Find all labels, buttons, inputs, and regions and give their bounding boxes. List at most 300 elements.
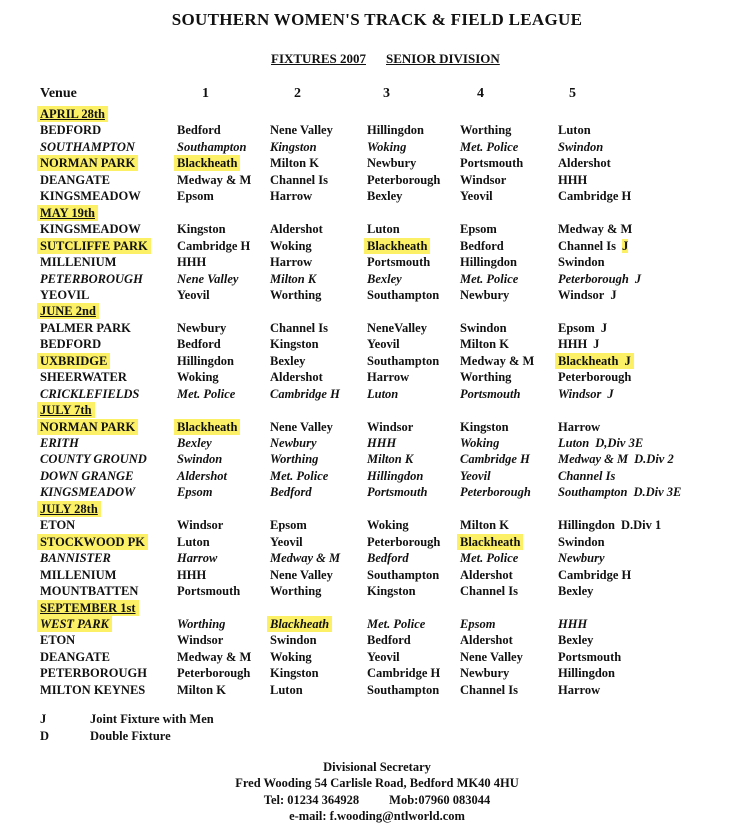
team-name: Southampton <box>367 287 440 302</box>
team-cell <box>460 172 506 188</box>
team-name: Kingston <box>177 222 226 237</box>
fixture-row <box>0 122 754 138</box>
team-name: Southampton <box>177 139 247 154</box>
team-cell <box>270 221 323 237</box>
team-name: Kingston <box>270 139 317 154</box>
team-cell <box>367 649 400 665</box>
team-name: Swindon <box>558 534 605 549</box>
team-cell <box>558 616 587 632</box>
team-name: Milton K <box>460 518 509 533</box>
team-name: Cambridge H <box>270 386 340 401</box>
team-name: Aldershot <box>270 370 323 385</box>
venue-name: MILLENIUM <box>40 255 117 270</box>
team-name: Medway & M <box>177 172 252 187</box>
team-cell <box>177 682 226 698</box>
team-name: Luton <box>367 222 400 237</box>
venue-name: YEOVIL <box>40 287 90 302</box>
venue-name: BEDFORD <box>40 123 102 138</box>
fixture-row <box>0 336 754 352</box>
team-cell <box>270 271 316 287</box>
fixture-row <box>0 238 754 254</box>
date-label: SEPTEMBER 1st <box>37 600 139 616</box>
team-name: Channel Is <box>460 584 519 599</box>
team-cell <box>270 567 333 583</box>
team-name: Harrow <box>558 419 601 434</box>
team-cell <box>367 221 400 237</box>
team-name: Woking <box>367 518 409 533</box>
fixture-mark: D.Div 1 <box>620 518 662 533</box>
team-name: Worthing <box>460 123 512 138</box>
team-name: Portsmouth <box>558 649 622 664</box>
fixture-row <box>0 682 754 698</box>
venue-name: BEDFORD <box>40 337 102 352</box>
team-cell <box>558 534 605 550</box>
team-cell <box>367 122 424 138</box>
team-cell <box>177 238 250 254</box>
fixture-row <box>0 386 754 402</box>
team-cell <box>367 583 416 599</box>
team-name: Blackheath <box>558 353 619 368</box>
team-cell <box>558 336 599 352</box>
team-name: Peterborough <box>367 534 441 549</box>
team-name: Nene Valley <box>270 419 333 434</box>
team-cell <box>177 336 221 352</box>
team-name: Newbury <box>270 436 317 450</box>
team-name: Woking <box>270 238 312 253</box>
header-col-3: 3 <box>383 86 390 101</box>
team-cell <box>177 534 210 550</box>
team-cell <box>177 271 238 287</box>
team-name: Worthing <box>270 584 322 599</box>
team-name: Yeovil <box>460 468 491 483</box>
team-cell <box>177 221 226 237</box>
team-cell <box>270 419 333 435</box>
team-name: Channel Is <box>558 238 617 253</box>
venue-name: WEST PARK <box>37 616 112 632</box>
date-row <box>0 303 754 319</box>
team-name: Windsor <box>558 386 602 401</box>
team-cell <box>460 550 518 566</box>
team-name: Newbury <box>460 287 510 302</box>
team-cell <box>367 567 439 583</box>
team-name: Milton K <box>460 337 509 352</box>
team-cell <box>270 353 305 369</box>
team-cell <box>558 386 614 402</box>
team-cell <box>270 468 328 484</box>
date-label: APRIL 28th <box>37 106 108 122</box>
fixture-row <box>0 649 754 665</box>
team-cell <box>270 238 312 254</box>
fixture-mark: D.Div 3E <box>633 485 682 500</box>
team-name: Windsor <box>177 633 224 648</box>
team-name: Met. Police <box>177 386 236 401</box>
team-name: Nene Valley <box>460 649 523 664</box>
date-label: JUNE 2nd <box>37 303 99 319</box>
team-cell <box>270 188 312 204</box>
team-cell <box>270 435 317 451</box>
team-name: Bexley <box>558 633 594 648</box>
fixture-row <box>0 632 754 648</box>
fixture-row <box>0 451 754 467</box>
team-cell <box>270 632 317 648</box>
team-cell <box>367 386 398 402</box>
team-cell <box>367 172 440 188</box>
team-name: Milton K <box>270 156 319 171</box>
team-name: Newbury <box>460 666 510 681</box>
team-cell <box>270 583 321 599</box>
team-cell <box>555 353 634 369</box>
team-cell <box>367 254 430 270</box>
team-cell <box>270 172 328 188</box>
team-name: Harrow <box>270 255 313 270</box>
fixture-row <box>0 139 754 155</box>
team-name: Hillingdon <box>558 666 615 681</box>
team-cell <box>177 254 206 270</box>
team-name: Aldershot <box>558 156 611 171</box>
team-name: Bedford <box>460 238 504 253</box>
team-name: Yeovil <box>177 287 210 302</box>
venue-name: COUNTY GROUND <box>40 452 147 467</box>
team-name: Harrow <box>367 370 410 385</box>
fixture-row <box>0 419 754 435</box>
venue-name: MILTON KEYNES <box>40 682 146 697</box>
team-name: Hillingdon <box>367 123 424 138</box>
team-cell <box>270 254 312 270</box>
team-cell <box>177 287 210 303</box>
team-name: Swindon <box>558 255 605 270</box>
header-col-4: 4 <box>477 86 484 101</box>
team-name: NeneValley <box>367 320 427 335</box>
team-cell <box>457 534 523 550</box>
team-cell <box>367 632 411 648</box>
team-cell <box>177 665 250 681</box>
fixture-mark: J <box>607 386 614 401</box>
fixture-row <box>0 665 754 681</box>
team-name: Woking <box>460 436 500 450</box>
team-cell <box>177 632 223 648</box>
footer-phones <box>0 793 754 808</box>
team-cell <box>177 616 225 632</box>
fixture-row <box>0 188 754 204</box>
team-name: Bexley <box>367 271 402 286</box>
team-cell <box>558 188 631 204</box>
team-name: Epsom <box>177 485 213 500</box>
team-cell <box>177 517 223 533</box>
header-col-1: 1 <box>202 86 209 101</box>
team-name: Channel Is <box>460 682 519 697</box>
venue-name: PETERBOROUGH <box>40 666 147 681</box>
team-cell <box>460 649 523 665</box>
venue-name: SUTCLIFFE PARK <box>37 238 151 254</box>
team-name: Harrow <box>177 551 218 566</box>
fixture-row <box>0 353 754 369</box>
team-cell <box>558 122 591 138</box>
venue-name: DEANGATE <box>40 172 110 187</box>
team-name: Epsom <box>460 222 497 237</box>
team-cell <box>460 583 518 599</box>
team-name: Southampton <box>367 682 440 697</box>
venue-name: CRICKLEFIELDS <box>40 386 140 401</box>
team-name: Worthing <box>177 616 226 631</box>
team-name: Cambridge H <box>367 666 441 681</box>
team-cell <box>558 682 600 698</box>
venue-name: ETON <box>40 633 76 648</box>
team-name: Bexley <box>367 189 403 204</box>
venue-name: DEANGATE <box>40 649 110 664</box>
team-cell <box>558 287 617 303</box>
date-label: JULY 28th <box>37 501 101 517</box>
team-cell <box>367 534 440 550</box>
team-cell <box>558 139 603 155</box>
team-name: Cambridge H <box>460 452 530 467</box>
team-cell <box>460 468 491 484</box>
team-cell <box>367 616 425 632</box>
team-name: Swindon <box>177 452 223 467</box>
team-name: Channel Is <box>270 320 329 335</box>
team-cell <box>460 254 517 270</box>
team-cell <box>558 254 605 270</box>
team-cell <box>558 419 600 435</box>
team-cell <box>460 682 518 698</box>
team-cell <box>367 271 402 287</box>
team-name: Epsom <box>460 616 496 631</box>
fixture-mark: J <box>593 337 600 352</box>
legend-text-j: Joint Fixture with Men <box>90 712 214 726</box>
team-name: Medway & M <box>460 353 535 368</box>
team-name: Bexley <box>177 436 212 450</box>
team-name: HHH <box>558 337 588 352</box>
team-cell <box>270 682 303 698</box>
team-cell <box>460 632 513 648</box>
team-cell <box>460 238 504 254</box>
team-cell <box>367 468 423 484</box>
team-cell <box>558 665 615 681</box>
team-cell <box>270 336 319 352</box>
date-row <box>0 600 754 616</box>
team-name: Windsor <box>558 287 605 302</box>
team-name: Met. Police <box>367 616 426 631</box>
team-name: Kingston <box>367 584 416 599</box>
team-cell <box>364 238 430 254</box>
venue-name: SHEERWATER <box>40 370 127 385</box>
team-name: Hillingdon <box>367 468 424 483</box>
team-cell <box>558 451 674 467</box>
team-cell <box>270 320 328 336</box>
venue-name: KINGSMEADOW <box>40 485 136 500</box>
venue-name: KINGSMEADOW <box>40 222 141 237</box>
team-name: Yeovil <box>270 534 303 549</box>
team-cell <box>367 353 439 369</box>
team-name: Portsmouth <box>367 485 428 500</box>
fixture-mark: J <box>634 271 642 286</box>
venue-name: ETON <box>40 518 76 533</box>
team-cell <box>367 665 440 681</box>
team-name: Swindon <box>558 139 604 154</box>
team-name: Bexley <box>270 353 306 368</box>
team-name: Nene Valley <box>270 567 333 582</box>
fixture-mark: J <box>600 320 608 335</box>
team-cell <box>177 451 222 467</box>
team-name: Bedford <box>177 337 221 352</box>
team-cell <box>558 238 628 254</box>
team-name: Blackheath <box>367 238 428 253</box>
team-cell <box>558 517 661 533</box>
footer-email: e-mail: f.wooding@ntlworld.com <box>289 809 465 823</box>
team-cell <box>460 336 509 352</box>
team-cell <box>367 517 409 533</box>
team-name: Kingston <box>270 337 319 352</box>
team-name: Yeovil <box>367 337 400 352</box>
date-row <box>0 402 754 418</box>
team-name: Kingston <box>460 419 509 434</box>
team-cell <box>558 155 611 171</box>
team-cell <box>177 583 240 599</box>
fixture-row <box>0 583 754 599</box>
team-name: Harrow <box>558 682 601 697</box>
team-cell <box>558 583 593 599</box>
team-name: Luton <box>270 682 303 697</box>
team-cell <box>460 139 518 155</box>
team-name: Luton <box>367 386 399 401</box>
page-title: SOUTHERN WOMEN'S TRACK & FIELD LEAGUE <box>171 10 583 29</box>
team-name: Cambridge H <box>558 189 632 204</box>
team-name: Hillingdon <box>558 518 615 533</box>
team-cell <box>460 484 531 500</box>
team-name: Milton K <box>177 682 226 697</box>
date-row <box>0 106 754 122</box>
venue-name: PALMER PARK <box>40 320 131 335</box>
team-name: Blackheath <box>460 534 521 549</box>
team-cell <box>367 484 427 500</box>
team-cell <box>177 649 251 665</box>
footer-address: Fred Wooding 54 Carlisle Road, Bedford MK40 4HU <box>235 776 519 790</box>
team-name: Worthing <box>270 452 319 467</box>
team-name: Yeovil <box>367 649 400 664</box>
team-name: HHH <box>558 616 588 631</box>
venue-name: SOUTHAMPTON <box>40 139 135 154</box>
team-cell <box>270 386 340 402</box>
team-name: Woking <box>367 139 407 154</box>
team-name: Worthing <box>270 287 322 302</box>
team-name: Nene Valley <box>177 271 239 286</box>
fixture-row <box>0 484 754 500</box>
footer-mob: Mob:07960 083044 <box>389 793 491 807</box>
team-cell <box>367 287 439 303</box>
venue-name: STOCKWOOD PK <box>37 534 148 550</box>
subtitle-fixtures: FIXTURES 2007 <box>271 51 366 66</box>
fixture-mark: J <box>610 287 617 302</box>
date-label: JULY 7th <box>37 402 95 418</box>
team-cell <box>270 369 323 385</box>
team-cell <box>460 665 509 681</box>
team-cell <box>558 468 615 484</box>
team-cell <box>270 665 319 681</box>
team-name: Epsom <box>270 518 307 533</box>
team-cell <box>460 122 511 138</box>
team-cell <box>177 353 234 369</box>
team-name: Harrow <box>270 189 313 204</box>
team-cell <box>270 534 303 550</box>
team-name: Portsmouth <box>460 386 521 401</box>
team-cell <box>460 386 520 402</box>
team-cell <box>270 139 317 155</box>
team-cell <box>558 649 621 665</box>
team-name: Peterborough <box>367 172 441 187</box>
team-name: Blackheath <box>177 156 238 171</box>
team-name: Epsom <box>558 320 595 335</box>
team-cell <box>270 287 321 303</box>
team-name: Met. Police <box>460 271 519 286</box>
team-name: Yeovil <box>460 189 493 204</box>
team-name: Bexley <box>558 584 594 599</box>
fixture-row <box>0 254 754 270</box>
team-name: Peterborough <box>558 271 629 286</box>
date-row <box>0 205 754 221</box>
fixture-row <box>0 468 754 484</box>
venue-name: NORMAN PARK <box>37 155 138 171</box>
team-cell <box>460 320 507 336</box>
team-cell <box>460 517 509 533</box>
team-name: Medway & M <box>177 649 252 664</box>
fixture-row <box>0 221 754 237</box>
team-name: HHH <box>558 172 588 187</box>
venue-name: PETERBOROUGH <box>40 271 143 286</box>
team-cell <box>270 517 307 533</box>
team-cell <box>460 287 509 303</box>
team-cell <box>558 172 587 188</box>
team-name: Hillingdon <box>177 353 234 368</box>
team-cell <box>460 221 497 237</box>
team-cell <box>270 484 312 500</box>
team-name: Aldershot <box>460 567 513 582</box>
footer-heading: Divisional Secretary <box>323 760 431 774</box>
team-cell <box>558 271 641 287</box>
fixture-row <box>0 155 754 171</box>
team-name: Channel Is <box>558 468 616 483</box>
team-name: Luton <box>558 436 590 450</box>
team-name: Newbury <box>367 156 417 171</box>
venue-name: NORMAN PARK <box>37 419 138 435</box>
team-name: Southampton <box>558 485 628 500</box>
team-cell <box>558 221 632 237</box>
team-cell <box>460 271 518 287</box>
team-cell <box>558 484 681 500</box>
team-name: Swindon <box>270 633 317 648</box>
team-cell <box>460 419 509 435</box>
team-cell <box>270 122 333 138</box>
venue-name: ERITH <box>40 436 79 450</box>
team-name: Kingston <box>270 666 319 681</box>
team-cell <box>177 139 246 155</box>
team-name: Portsmouth <box>460 156 524 171</box>
team-cell <box>367 155 416 171</box>
fixture-row <box>0 172 754 188</box>
venue-name: MILLENIUM <box>40 567 117 582</box>
team-name: Worthing <box>460 370 512 385</box>
team-cell <box>367 320 427 336</box>
date-row <box>0 501 754 517</box>
team-cell <box>270 155 319 171</box>
team-cell <box>367 682 439 698</box>
team-cell <box>460 451 530 467</box>
team-cell <box>174 155 240 171</box>
legend-code-d: D <box>40 729 50 743</box>
team-name: Woking <box>177 370 219 385</box>
team-name: Hillingdon <box>460 255 517 270</box>
fixture-row <box>0 271 754 287</box>
subtitle-division: SENIOR DIVISION <box>386 51 500 66</box>
team-cell <box>558 567 631 583</box>
